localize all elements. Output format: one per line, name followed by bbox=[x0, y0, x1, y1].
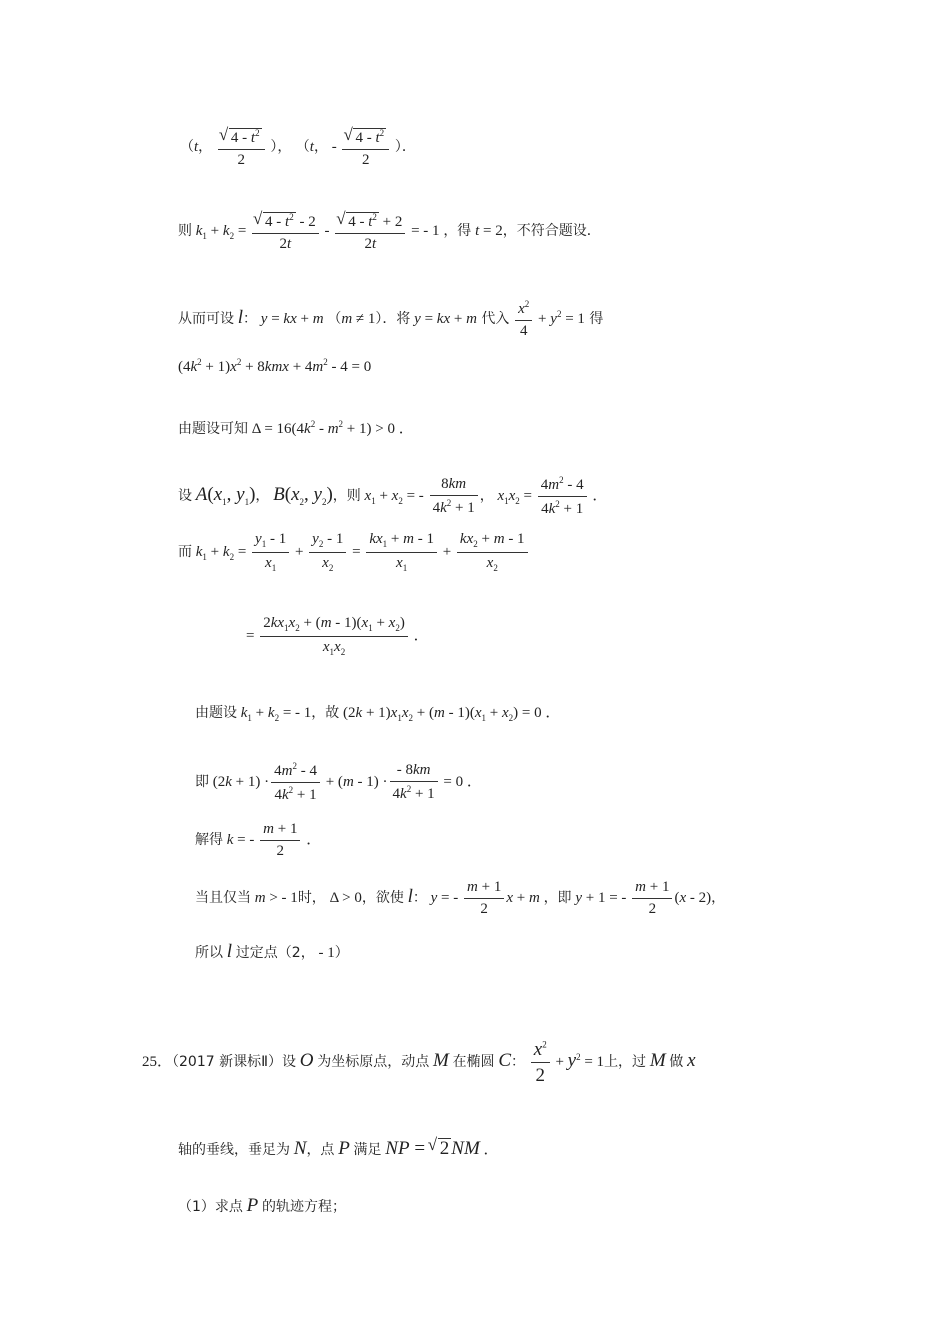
solve-line bbox=[195, 822, 321, 859]
condition-line bbox=[195, 706, 560, 723]
delta-line-render: 由题设可知 $\Delta = 16(4k^2 - m^2 + 1) > 0$ ． bbox=[178, 419, 414, 437]
er-line-render: 而 $k_1 + k_2$ = $\frac{y_1 - 1}{x_1}$ + $\frac{y_2 - 1}{x_2}$ = $\frac{kx_1 + m - 1}{x_1}$ + $\frac{kx_2 + m - 1}{x_2}$ bbox=[178, 544, 530, 560]
solve-line-render: 解得 k = - $\frac{m + 1}{2}$ ． bbox=[195, 821, 322, 859]
quadratic-line-render: $(4k^2 + 1)x^2 + 8kmx + 4m^2 - 4 = 0$ bbox=[178, 357, 372, 375]
delta-line bbox=[178, 420, 414, 437]
ji-line bbox=[195, 762, 482, 803]
points-line bbox=[180, 128, 416, 168]
fixed-point-line bbox=[195, 942, 349, 961]
iff-line-render: 当且仅当 m > - 1时， Δ > 0，欲使 l： y = - $\frac{m + 1}{2}$ x + m ，即 y + 1 = - $\frac{m + 1}{2}$ (x - 2)， bbox=[195, 879, 726, 917]
q25-part1 bbox=[178, 1196, 346, 1215]
k-sum-line-render: 则 $k_1 + k_2$ = √ $\frac{4 - t^2 - 2}{2t}$ - √ $\frac{4 - t^2 + 2}{2t}$ = - 1 ，得 t = 2，不符合题设． bbox=[178, 223, 601, 239]
set-l-line-render: 从而可设 l： y = kx + m （m ≠ 1）．将 y = kx + m 代入 $\frac{x^2}{4}$ + $y^2 = 1$ 得 bbox=[178, 299, 604, 339]
iff-line bbox=[195, 880, 725, 917]
eq2-line bbox=[246, 616, 429, 657]
points-line-render: （t， √ $\frac{4 - t^2}{2}$ ）， （t， - √ $\frac{4 - t^2}{2}$ ）． bbox=[180, 139, 416, 155]
k-sum-line bbox=[178, 212, 601, 252]
q25-line2 bbox=[178, 1138, 499, 1158]
eq2-line-render: = $\frac{2kx_1x_2 + (m - 1)(x_1 + x_2)}{x_1x_2}$ ． bbox=[246, 615, 429, 657]
q25-line2-render: 轴的垂线，垂足为 N，点 P 满足 NP = √ 2 NM ． bbox=[178, 1142, 499, 1158]
er-line bbox=[178, 532, 530, 573]
text-source bbox=[0, 0, 1, 1]
fixed-point-line-render: 所以 l 过定点（2， - 1） bbox=[195, 941, 349, 962]
condition-line-render: 由题设 $k_1 + k_2$ = - 1，故 $(2k + 1)x_1x_2 + (m - 1)(x_1 + x_2) = 0$ ． bbox=[195, 705, 561, 723]
quadratic-line bbox=[178, 358, 371, 375]
set-l-line bbox=[178, 300, 603, 339]
q25-line1 bbox=[142, 1040, 696, 1085]
ji-line-render: 即 (2k + 1) · $\frac{4m^2 - 4}{4k^2 + 1}$ + (m - 1) · $\frac{- 8km}{4k^2 + 1}$ = 0 ． bbox=[195, 761, 482, 803]
q25-part1-render: （1）求点 P 的轨迹方程； bbox=[178, 1195, 347, 1216]
vieta-line-render: 设 $A(x_1$, $y_1$)， $B(x_2$, $y_2$)，则 $x_1 + x_2$ = - $\frac{8km}{4k^2 + 1}$ ， $x_1x_2$ = $\frac{4m^2 - 4}{4k^2 + 1}$ ． bbox=[178, 475, 608, 517]
vieta-line bbox=[178, 476, 607, 517]
q25-line1-render: 25．（2017 新课标Ⅱ）设 O 为坐标原点，动点 M 在椭圆 C： $\frac{x^2}{2}$ + $y^2 = 1$上，过 M 做 x bbox=[142, 1039, 696, 1086]
